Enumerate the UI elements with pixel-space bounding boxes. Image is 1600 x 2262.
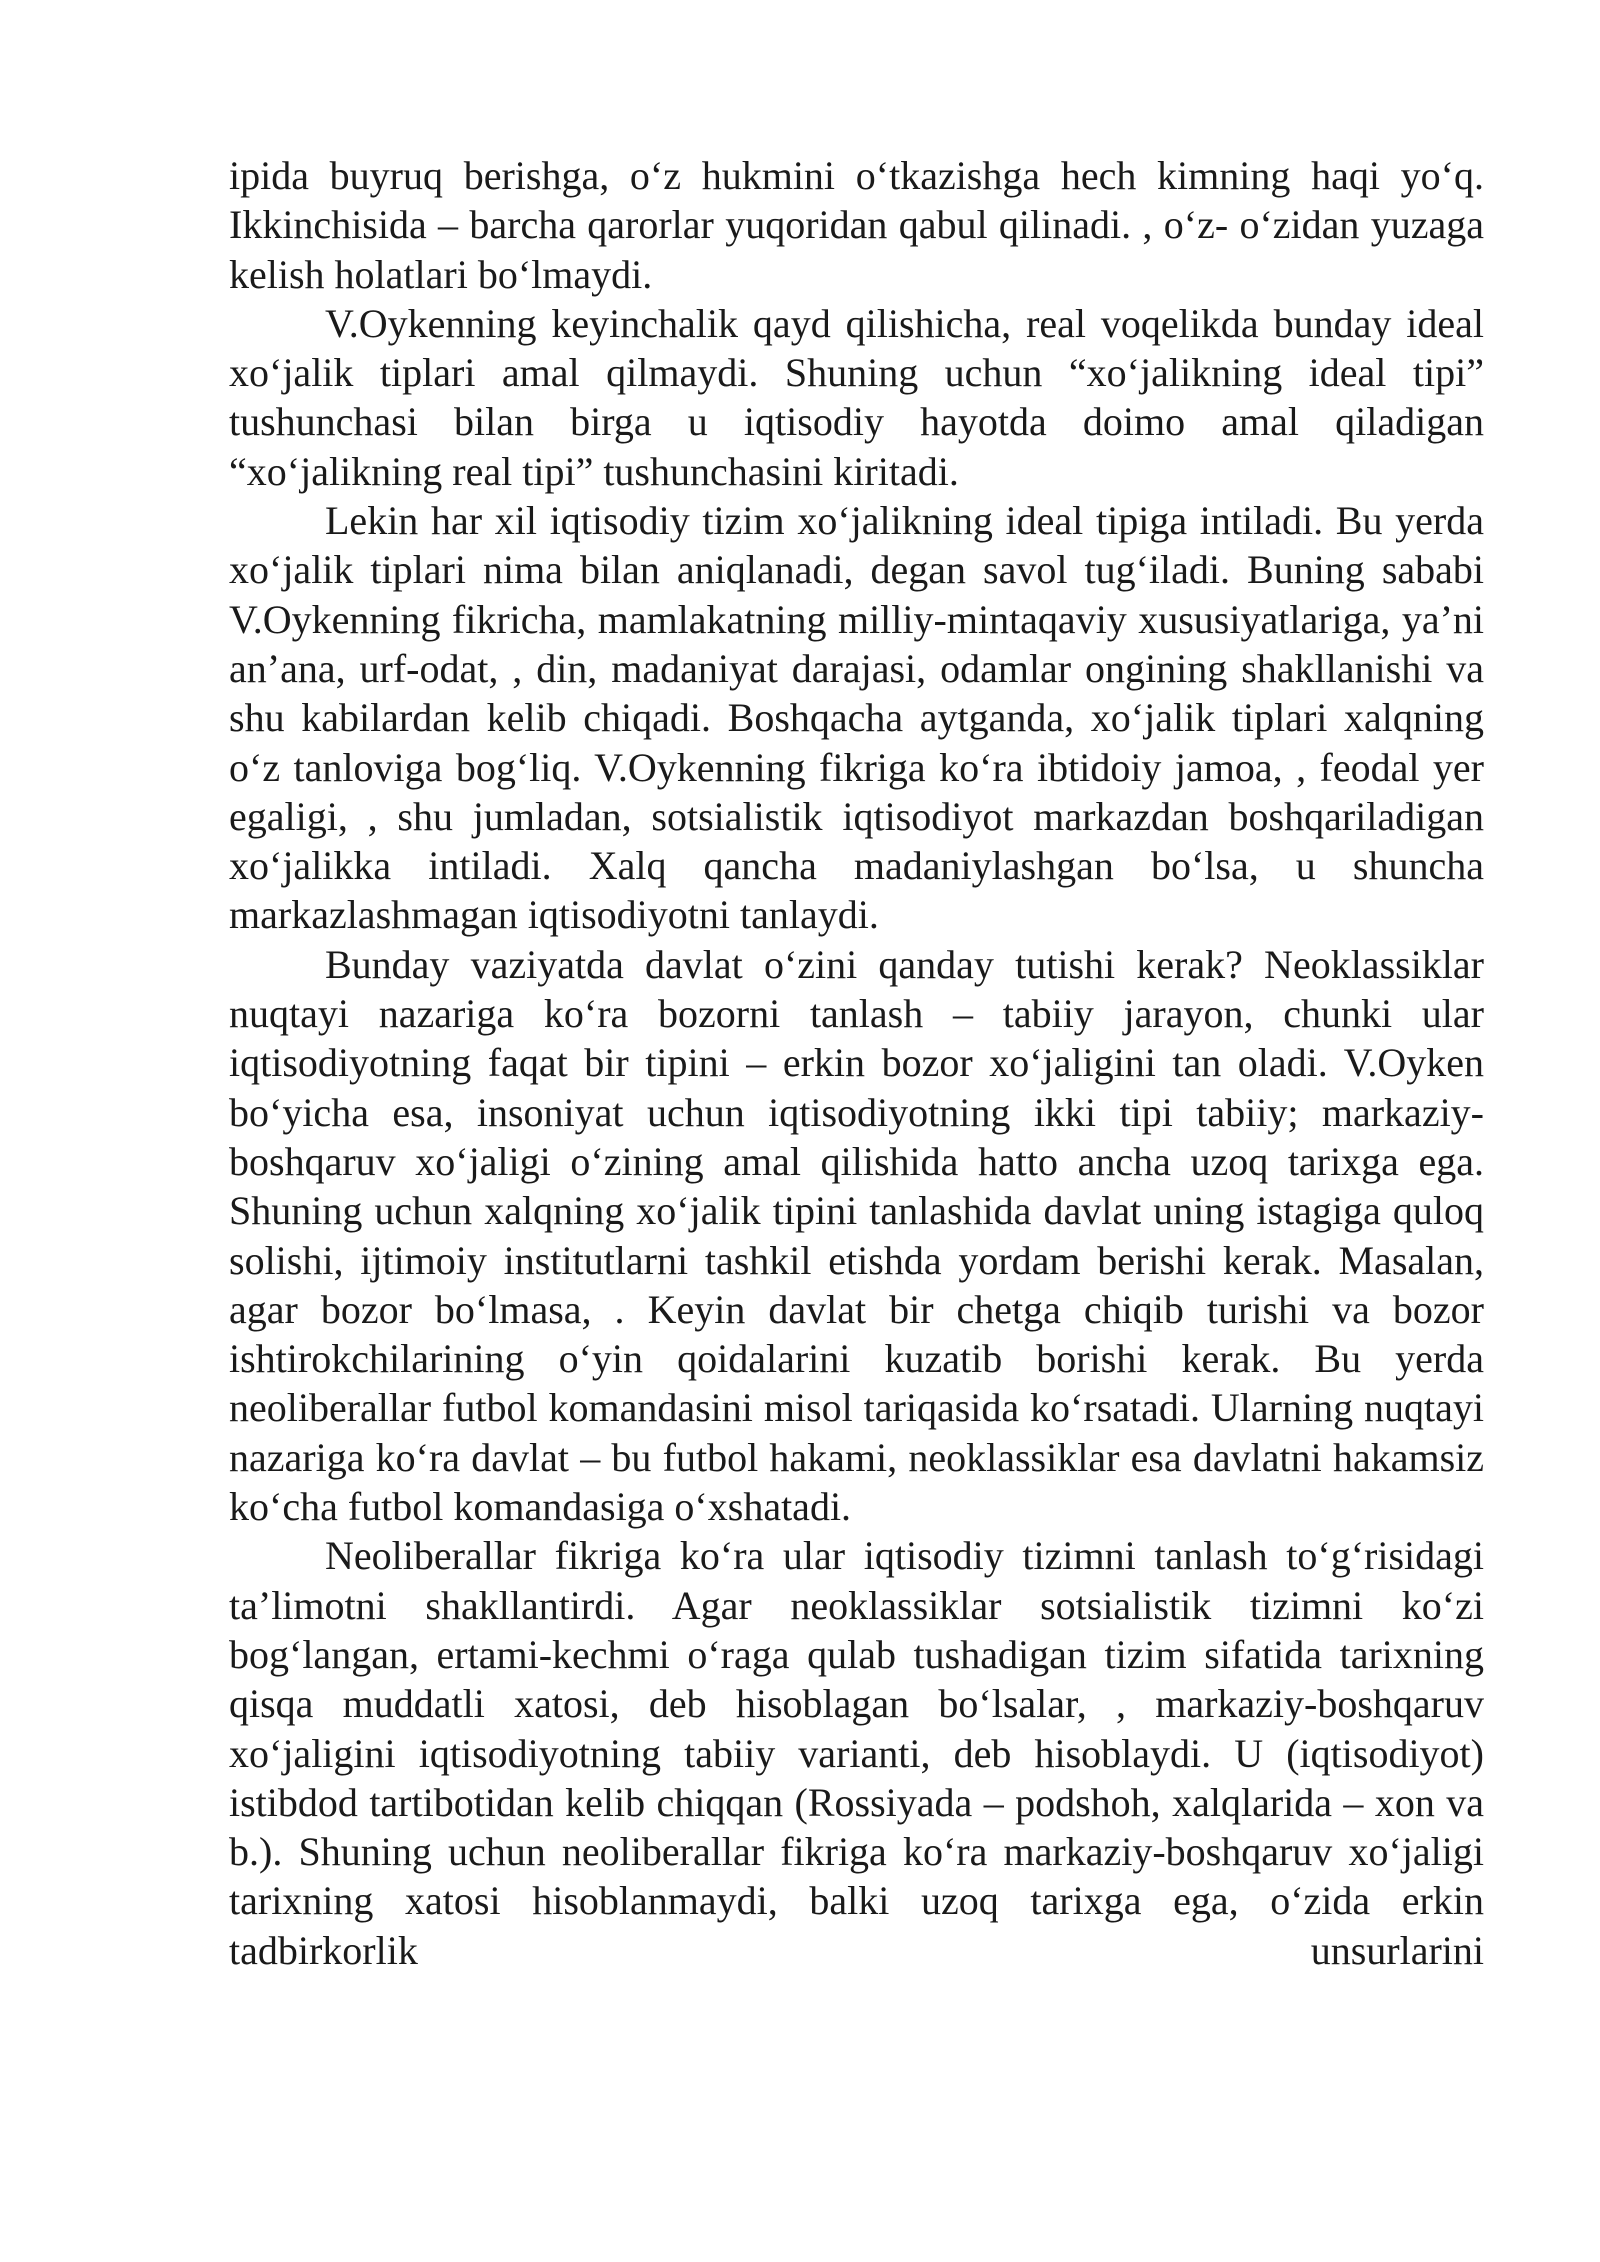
paragraph-continuation: ipida buyruq berishga, o‘z hukmini o‘tkazishga hech kimning haqi yo‘q. Ikkinchisida – barcha qarorlar yuqoridan qabul qilinadi. , o‘z- o‘zidan yuzaga kelish holatlari bo‘lmaydi. bbox=[229, 153, 1484, 297]
body-text bbox=[229, 151, 1484, 1975]
paragraph-role-of-state: Bunday vaziyatda davlat o‘zini qanday tutishi kerak? Neoklassiklar nuqtayi nazariga ko‘ra bozorni tanlash – tabiiy jarayon, chunki ular iqtisodiyotning faqat bir tipini – erkin bozor xo‘jaligini tan oladi. V.Oyken bo‘yicha esa, insoniyat uchun iqtisodiyotning ikki tipi tabiiy; markaziy-boshqaruv xo‘jaligi o‘zining amal qilishida hatto ancha uzoq tarixga ega. Shuning uchun xalqning xo‘jalik tipini tanlashida davlat uning istagiga quloq solishi, ijtimoiy institutlarni tashkil etishda yordam berishi kerak. Masalan, agar bozor bo‘lmasa, . Keyin davlat bir chetga chiqib turishi va bozor ishtirokchilarining o‘yin qoidalarini kuzatib borishi kerak. Bu yerda neoliberallar futbol komandasini misol tariqasida ko‘rsatadi. Ularning nuqtayi nazariga ko‘ra davlat – bu futbol hakami, neoklassiklar esa davlatni hakamsiz ko‘cha futbol komandasiga o‘xshatadi. bbox=[229, 941, 1484, 1530]
paragraph-neoliberal-theory: Neoliberallar fikriga ko‘ra ular iqtisodiy tizimni tanlash to‘g‘risidagi ta’limotni shakllantirdi. Agar neoklassiklar sotsialistik tizimni ko‘zi bog‘langan, ertami-kechmi o‘raga qulab tushadigan tizim sifatida tarixning qisqa muddatli xatosi, deb hisoblagan bo‘lsalar, , markaziy-boshqaruv xo‘jaligini iqtisodiyotning tabiiy varianti, deb hisoblaydi. U (iqtisodiyot) istibdod tartibotidan kelib chiqqan (Rossiyada – podshoh, xalqlarida – xon va b.). Shuning uchun neoliberallar fikriga ko‘ra markaziy-boshqaruv xo‘jaligi tarixning xatosi hisoblanmaydi, balki uzoq tarixga ega, o‘zida erkin tadbirkorlik unsurlarini bbox=[229, 1533, 1484, 1973]
paragraph-oyken-real-type: V.Oykenning keyinchalik qayd qilishicha, real voqelikda bunday ideal xo‘jalik tiplari amal qilmaydi. Shuning uchun “xo‘jalikning ideal tipi” tushunchasi bilan birga u iqtisodiy hayotda doimo amal qiladigan “xo‘jalikning real tipi” tushunchasini kiritadi. bbox=[229, 300, 1484, 494]
paragraph-economic-system-types: Lekin har xil iqtisodiy tizim xo‘jalikning ideal tipiga intiladi. Bu yerda xo‘jalik tiplari nima bilan aniqlanadi, degan savol tug‘iladi. Buning sababi V.Oykenning fikricha, mamlakatning milliy-mintaqaviy xususiyatlariga, ya’ni an’ana, urf-odat, , din, madaniyat darajasi, odamlar ongining shakllanishi va shu kabilardan kelib chiqadi. Boshqacha aytganda, xo‘jalik tiplari xalqning o‘z tanloviga bog‘liq. V.Oykenning fikriga ko‘ra ibtidoiy jamoa, , feodal yer egaligi, , shu jumladan, sotsialistik iqtisodiyot markazdan boshqariladigan xo‘jalikka intiladi. Xalq qancha madaniylashgan bo‘lsa, u shuncha markazlashmagan iqtisodiyotni tanlaydi. bbox=[229, 498, 1484, 938]
